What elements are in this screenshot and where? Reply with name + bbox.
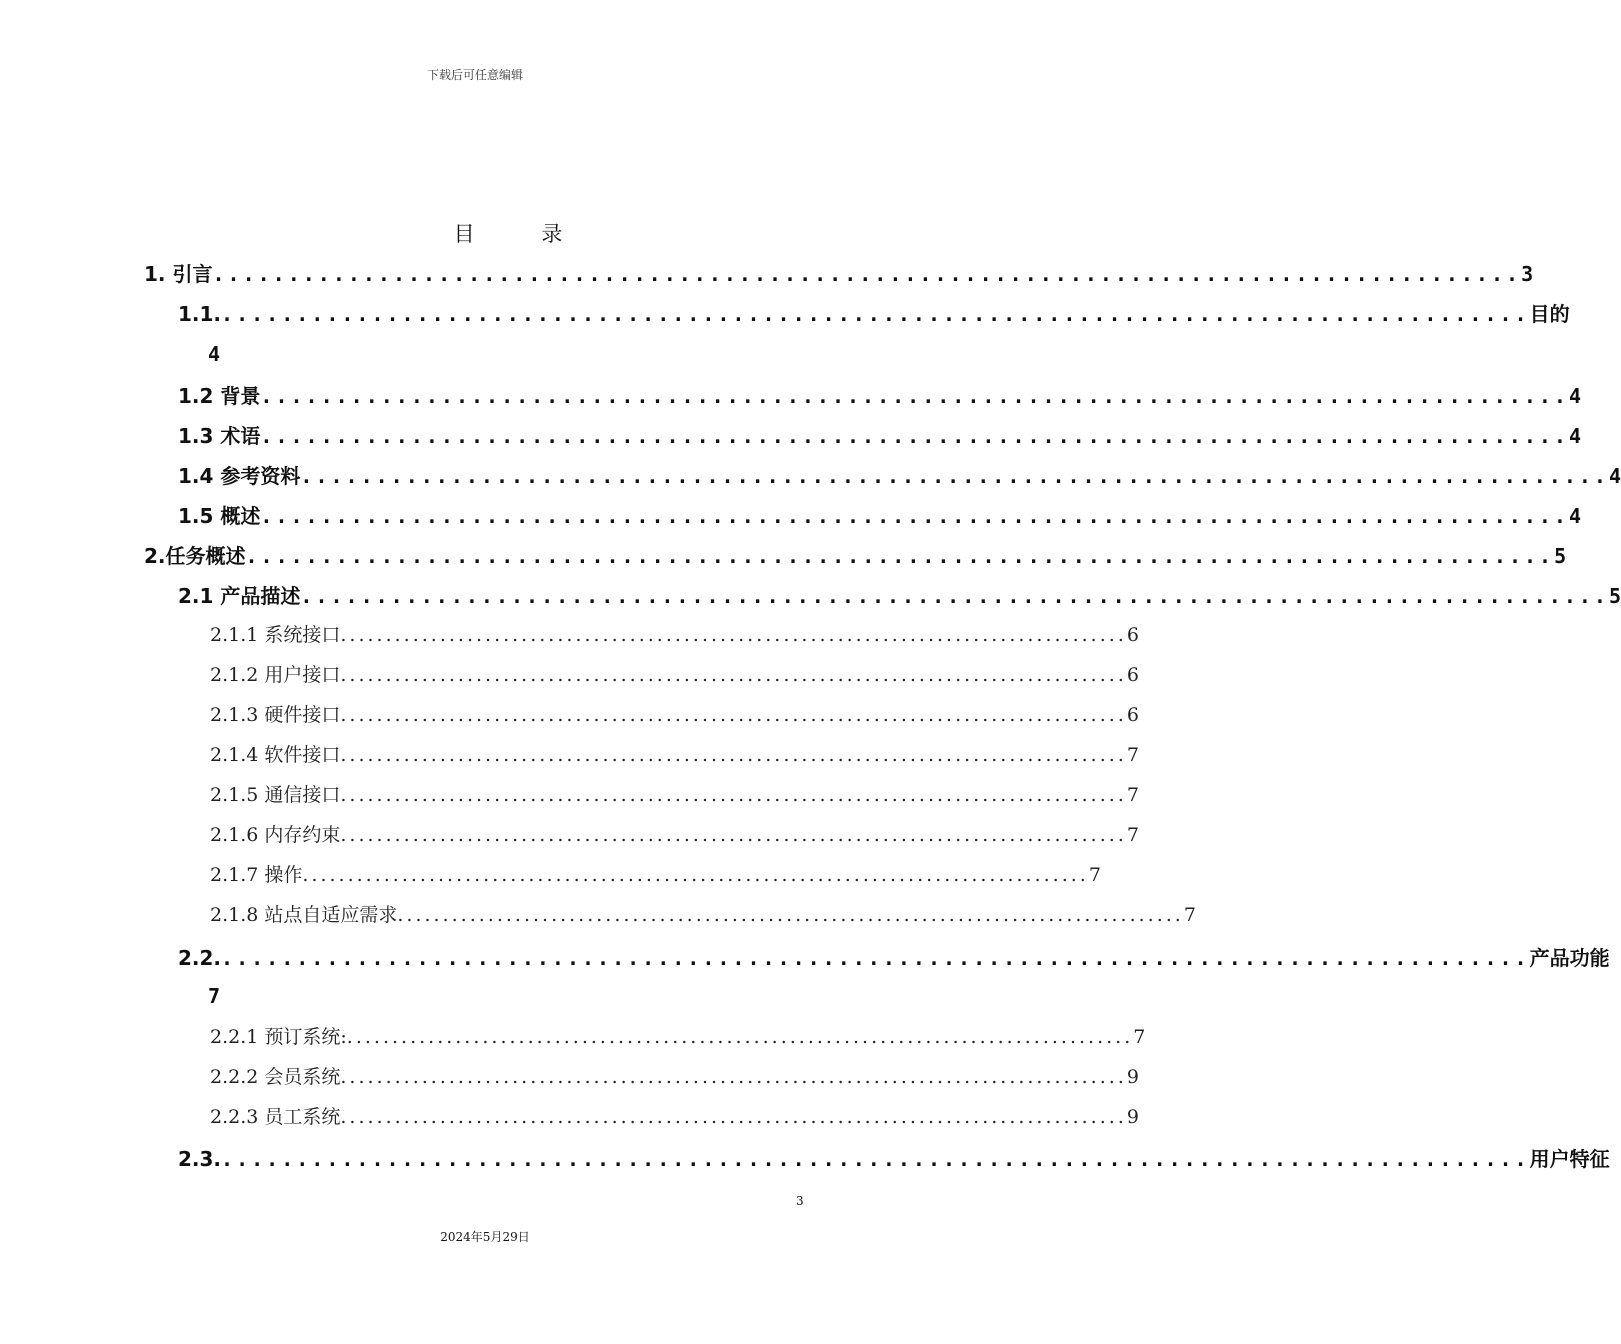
toc-entry-label: 1.1. <box>178 302 222 326</box>
toc-entry-2-2-3[interactable] <box>210 1102 1139 1132</box>
toc-entry-page-wrapped: 4 <box>208 342 221 366</box>
toc-entry-page-wrapped: 7 <box>208 984 221 1008</box>
toc-entry-1-3[interactable] <box>178 420 1582 450</box>
toc-entry-page: 4 <box>1608 464 1621 488</box>
toc-entry-label: 2.1.3 硬件接口 <box>210 704 341 726</box>
toc-entry-page: 5 <box>1608 584 1621 608</box>
dot-leader: ....................................................................................... <box>340 824 1127 846</box>
toc-entry-label: 2.1.7 操作 <box>210 864 303 886</box>
dot-leader: ....................................................................................... <box>221 1147 1530 1171</box>
toc-entry-1-5[interactable] <box>178 500 1582 530</box>
dot-leader: ....................................................................................... <box>221 946 1530 970</box>
dot-leader: ....................................................................................... <box>340 624 1127 646</box>
toc-entry-label: 2.3. <box>178 1147 222 1171</box>
toc-entry-1-4[interactable] <box>178 460 1621 490</box>
footer-date: 2024年5月29日 <box>440 1230 530 1244</box>
toc-entry-2-1-7[interactable] <box>210 860 1101 890</box>
toc-entry-2-1[interactable] <box>178 580 1621 610</box>
toc-entry-2-1-4[interactable] <box>210 740 1139 770</box>
toc-entry-1[interactable] <box>144 258 1534 288</box>
toc-entry-label: 2.1.5 通信接口 <box>210 784 341 806</box>
dot-leader: ....................................................................................... <box>245 544 1555 568</box>
dot-leader: ....................................................................................... <box>340 1066 1127 1088</box>
toc-entry-label: 2.2.1 预订系统: <box>210 1026 347 1048</box>
toc-entry-page: 4 <box>1568 504 1582 528</box>
toc-entry-label: 2.1.1 系统接口 <box>210 624 341 646</box>
toc-title: 目 录 <box>453 222 593 246</box>
toc-entry-2-1-2[interactable] <box>210 660 1139 690</box>
toc-entry-label: 2.1.6 内存约束 <box>210 824 341 846</box>
toc-entry-page: 产品功能 <box>1529 946 1610 970</box>
toc-entry-page: 5 <box>1554 544 1567 568</box>
toc-entry-1-1[interactable] <box>178 298 1570 328</box>
toc-entry-label: 2.任务概述 <box>144 544 246 568</box>
dot-leader: ....................................................................................... <box>300 584 1609 608</box>
dot-leader: ....................................................................................... <box>212 262 1522 286</box>
toc-entry-page: 7 <box>1126 824 1139 846</box>
toc-entry-page: 6 <box>1126 704 1139 726</box>
toc-entry-label: 2.1.2 用户接口 <box>210 664 341 686</box>
toc-entry-page: 4 <box>1568 424 1582 448</box>
dot-leader: ....................................................................................... <box>302 864 1089 886</box>
toc-entry-page: 目的 <box>1529 302 1570 326</box>
toc-entry-page: 4 <box>1568 384 1582 408</box>
dot-leader: ....................................................................................... <box>346 1026 1134 1048</box>
dot-leader: ....................................................................................... <box>260 384 1569 408</box>
toc-entry-2-3[interactable] <box>178 1143 1610 1173</box>
toc-entry-page: 3 <box>1521 262 1534 286</box>
toc-entry-1-2[interactable] <box>178 380 1582 410</box>
toc-entry-label: 2.2.3 员工系统 <box>210 1106 341 1128</box>
dot-leader: ....................................................................................... <box>340 744 1127 766</box>
toc-entry-page: 9 <box>1126 1066 1139 1088</box>
toc-entry-page: 用户特征 <box>1529 1147 1610 1171</box>
dot-leader: ....................................................................................... <box>340 784 1127 806</box>
toc-entry-label: 2.2.2 会员系统 <box>210 1066 341 1088</box>
toc-entry-label: 1.4 参考资料 <box>178 464 301 488</box>
toc-entry-page: 7 <box>1133 1026 1146 1048</box>
toc-entry-page: 7 <box>1183 904 1196 926</box>
toc-entry-label: 2.1.4 软件接口 <box>210 744 341 766</box>
toc-entry-label: 1.2 背景 <box>178 384 261 408</box>
toc-entry-2-1-3[interactable] <box>210 700 1139 730</box>
toc-entry-page: 6 <box>1126 624 1139 646</box>
dot-leader: ....................................................................................... <box>340 704 1127 726</box>
page-header: 下载后可任意编辑 <box>426 68 523 82</box>
toc-entry-2[interactable] <box>144 540 1567 570</box>
dot-leader: ....................................................................................... <box>300 464 1609 488</box>
toc-entry-2-1-1[interactable] <box>210 620 1139 650</box>
dot-leader: ....................................................................................... <box>221 302 1530 326</box>
toc-entry-page: 7 <box>1088 864 1101 886</box>
toc-entry-label: 1.5 概述 <box>178 504 261 528</box>
dot-leader: ....................................................................................... <box>340 1106 1127 1128</box>
dot-leader: ....................................................................................... <box>260 504 1569 528</box>
toc-entry-page: 7 <box>1126 744 1139 766</box>
toc-entry-2-2[interactable] <box>178 942 1610 972</box>
page-number: 3 <box>796 1194 804 1208</box>
toc-entry-label: 2.1.8 站点自适应需求 <box>210 904 398 926</box>
dot-leader: ....................................................................................... <box>397 904 1184 926</box>
toc-entry-page: 6 <box>1126 664 1139 686</box>
dot-leader: ....................................................................................... <box>340 664 1127 686</box>
toc-entry-page: 9 <box>1126 1106 1139 1128</box>
toc-entry-2-2-2[interactable] <box>210 1062 1139 1092</box>
dot-leader: ....................................................................................... <box>260 424 1569 448</box>
toc-entry-label: 1.3 术语 <box>178 424 261 448</box>
toc-entry-2-1-6[interactable] <box>210 820 1139 850</box>
toc-entry-2-2-1[interactable] <box>210 1022 1146 1052</box>
toc-entry-page: 7 <box>1126 784 1139 806</box>
toc-entry-2-1-5[interactable] <box>210 780 1139 810</box>
toc-entry-label: 2.1 产品描述 <box>178 584 301 608</box>
toc-entry-2-1-8[interactable] <box>210 900 1196 930</box>
toc-entry-label: 2.2. <box>178 946 222 970</box>
toc-entry-label: 1. 引言 <box>144 262 213 286</box>
